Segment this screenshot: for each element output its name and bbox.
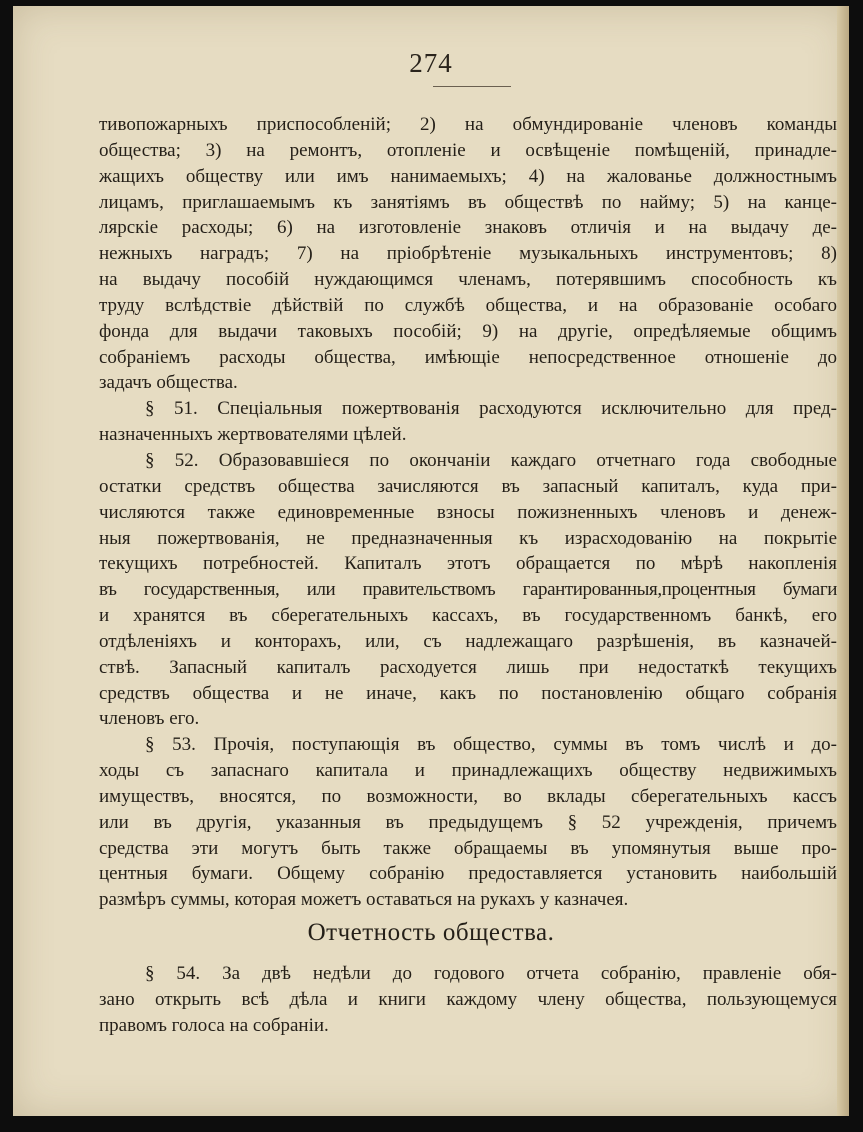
text-line: нежныхъ наградъ; 7) на пріобрѣтеніе музыкальныхъ инструментовъ; 8) [99, 243, 837, 265]
text-line: средства эти могутъ быть также обращаемы въ упомянутыя выше про- [99, 837, 837, 859]
paragraph [99, 112, 837, 396]
text-line: на выдачу пособій нуждающимся членамъ, потерявшимъ способность къ [99, 269, 837, 291]
text-line: тивопожарныхъ приспособленій; 2) на обмундированіе членовъ команды [99, 114, 837, 135]
text-line: жащихъ обществу или имъ нанимаемыхъ; 4) на жалованье должностнымъ [99, 165, 837, 187]
text-line: числяются также единовременные взносы пожизненныхъ членовъ и денеж- [99, 501, 837, 523]
text-line: собраніемъ расходы общества, имѣющіе непосредственное отношеніе до [99, 346, 837, 368]
paragraph-52 [99, 448, 837, 732]
text-body [99, 112, 837, 913]
text-line: средствъ общества и не иначе, какъ по постановленію общаго собранія [99, 682, 837, 704]
text-line: лярскіе расходы; 6) на изготовленіе знаковъ отличія и на выдачу де- [99, 217, 837, 239]
page-edge [837, 6, 849, 1116]
text-line: центныя бумаги. Общему собранію предоставляется установить наибольшій [99, 863, 837, 885]
book-page [13, 6, 849, 1116]
text-line: ствѣ. Запасный капиталъ расходуется лишь при недостаткѣ текущихъ [99, 656, 837, 678]
paragraph-54 [99, 961, 837, 1039]
text-line: въ государственныя, или правительствомъ гарантированныя,процентныя бумаги [99, 579, 837, 601]
text-line: § 54. За двѣ недѣли до годового отчета собранію, правленіе обя- [145, 963, 837, 984]
text-line: зано открыть всѣ дѣла и книги каждому члену общества, пользующемуся [99, 988, 837, 1010]
paragraph-53 [99, 732, 837, 913]
text-line: лицамъ, приглашаемымъ къ занятіямъ въ обществѣ по найму; 5) на канце- [99, 191, 837, 213]
text-line: размѣръ суммы, которая можетъ оставаться на рукахъ у казначея. [99, 889, 629, 911]
paragraph-51 [99, 396, 837, 448]
text-line: остатки средствъ общества зачисляются въ запасный капиталъ, куда при- [99, 475, 837, 497]
text-line: отдѣленіяхъ и конторахъ, или, съ надлежащаго разрѣшенія, въ казначей- [99, 630, 837, 652]
text-line: и хранятся въ сберегательныхъ кассахъ, въ государственномъ банкѣ, его [99, 605, 837, 627]
text-line: § 53. Прочія, поступающія въ общество, суммы въ томъ числѣ и до- [145, 734, 837, 756]
text-line: § 51. Спеціальныя пожертвованія расходуются исключительно для пред- [145, 398, 837, 420]
text-line: членовъ его. [99, 708, 200, 730]
text-line: ходы съ запаснаго капитала и принадлежащихъ обществу недвижимыхъ [99, 760, 837, 782]
text-line: § 52. Образовавшіеся по окончаніи каждаго отчетнаго года свободные [145, 449, 837, 471]
text-line: ныя пожертвованія, не предназначенныя къ израсходованію на покрытіе [99, 527, 837, 549]
text-line: труду вслѣдствіе дѣйствій по службѣ общества, и на образованіе особаго [99, 294, 837, 316]
text-line: общества; 3) на ремонтъ, отопленіе и освѣщеніе помѣщеній, принадле- [99, 139, 837, 161]
text-line: или въ другія, указанныя въ предыдущемъ § 52 учрежденія, причемъ [99, 811, 837, 833]
page-number: 274 [409, 48, 453, 78]
text-line: текущихъ потребностей. Капиталъ этотъ обращается по мѣрѣ накопленія [99, 553, 837, 575]
text-line: имуществъ, вносятся, по возможности, во вклады сберегательныхъ кассъ [99, 785, 837, 807]
text-line: назначенныхъ жертвователями цѣлей. [99, 424, 407, 446]
section-heading: Отчетность общества. [307, 919, 555, 946]
page-number-rule [433, 86, 511, 87]
text-line: фонда для выдачи таковыхъ пособій; 9) на другіе, опредѣляемые общимъ [99, 320, 837, 342]
text-line: правомъ голоса на собраніи. [99, 1014, 329, 1036]
text-line: задачъ общества. [99, 372, 238, 394]
